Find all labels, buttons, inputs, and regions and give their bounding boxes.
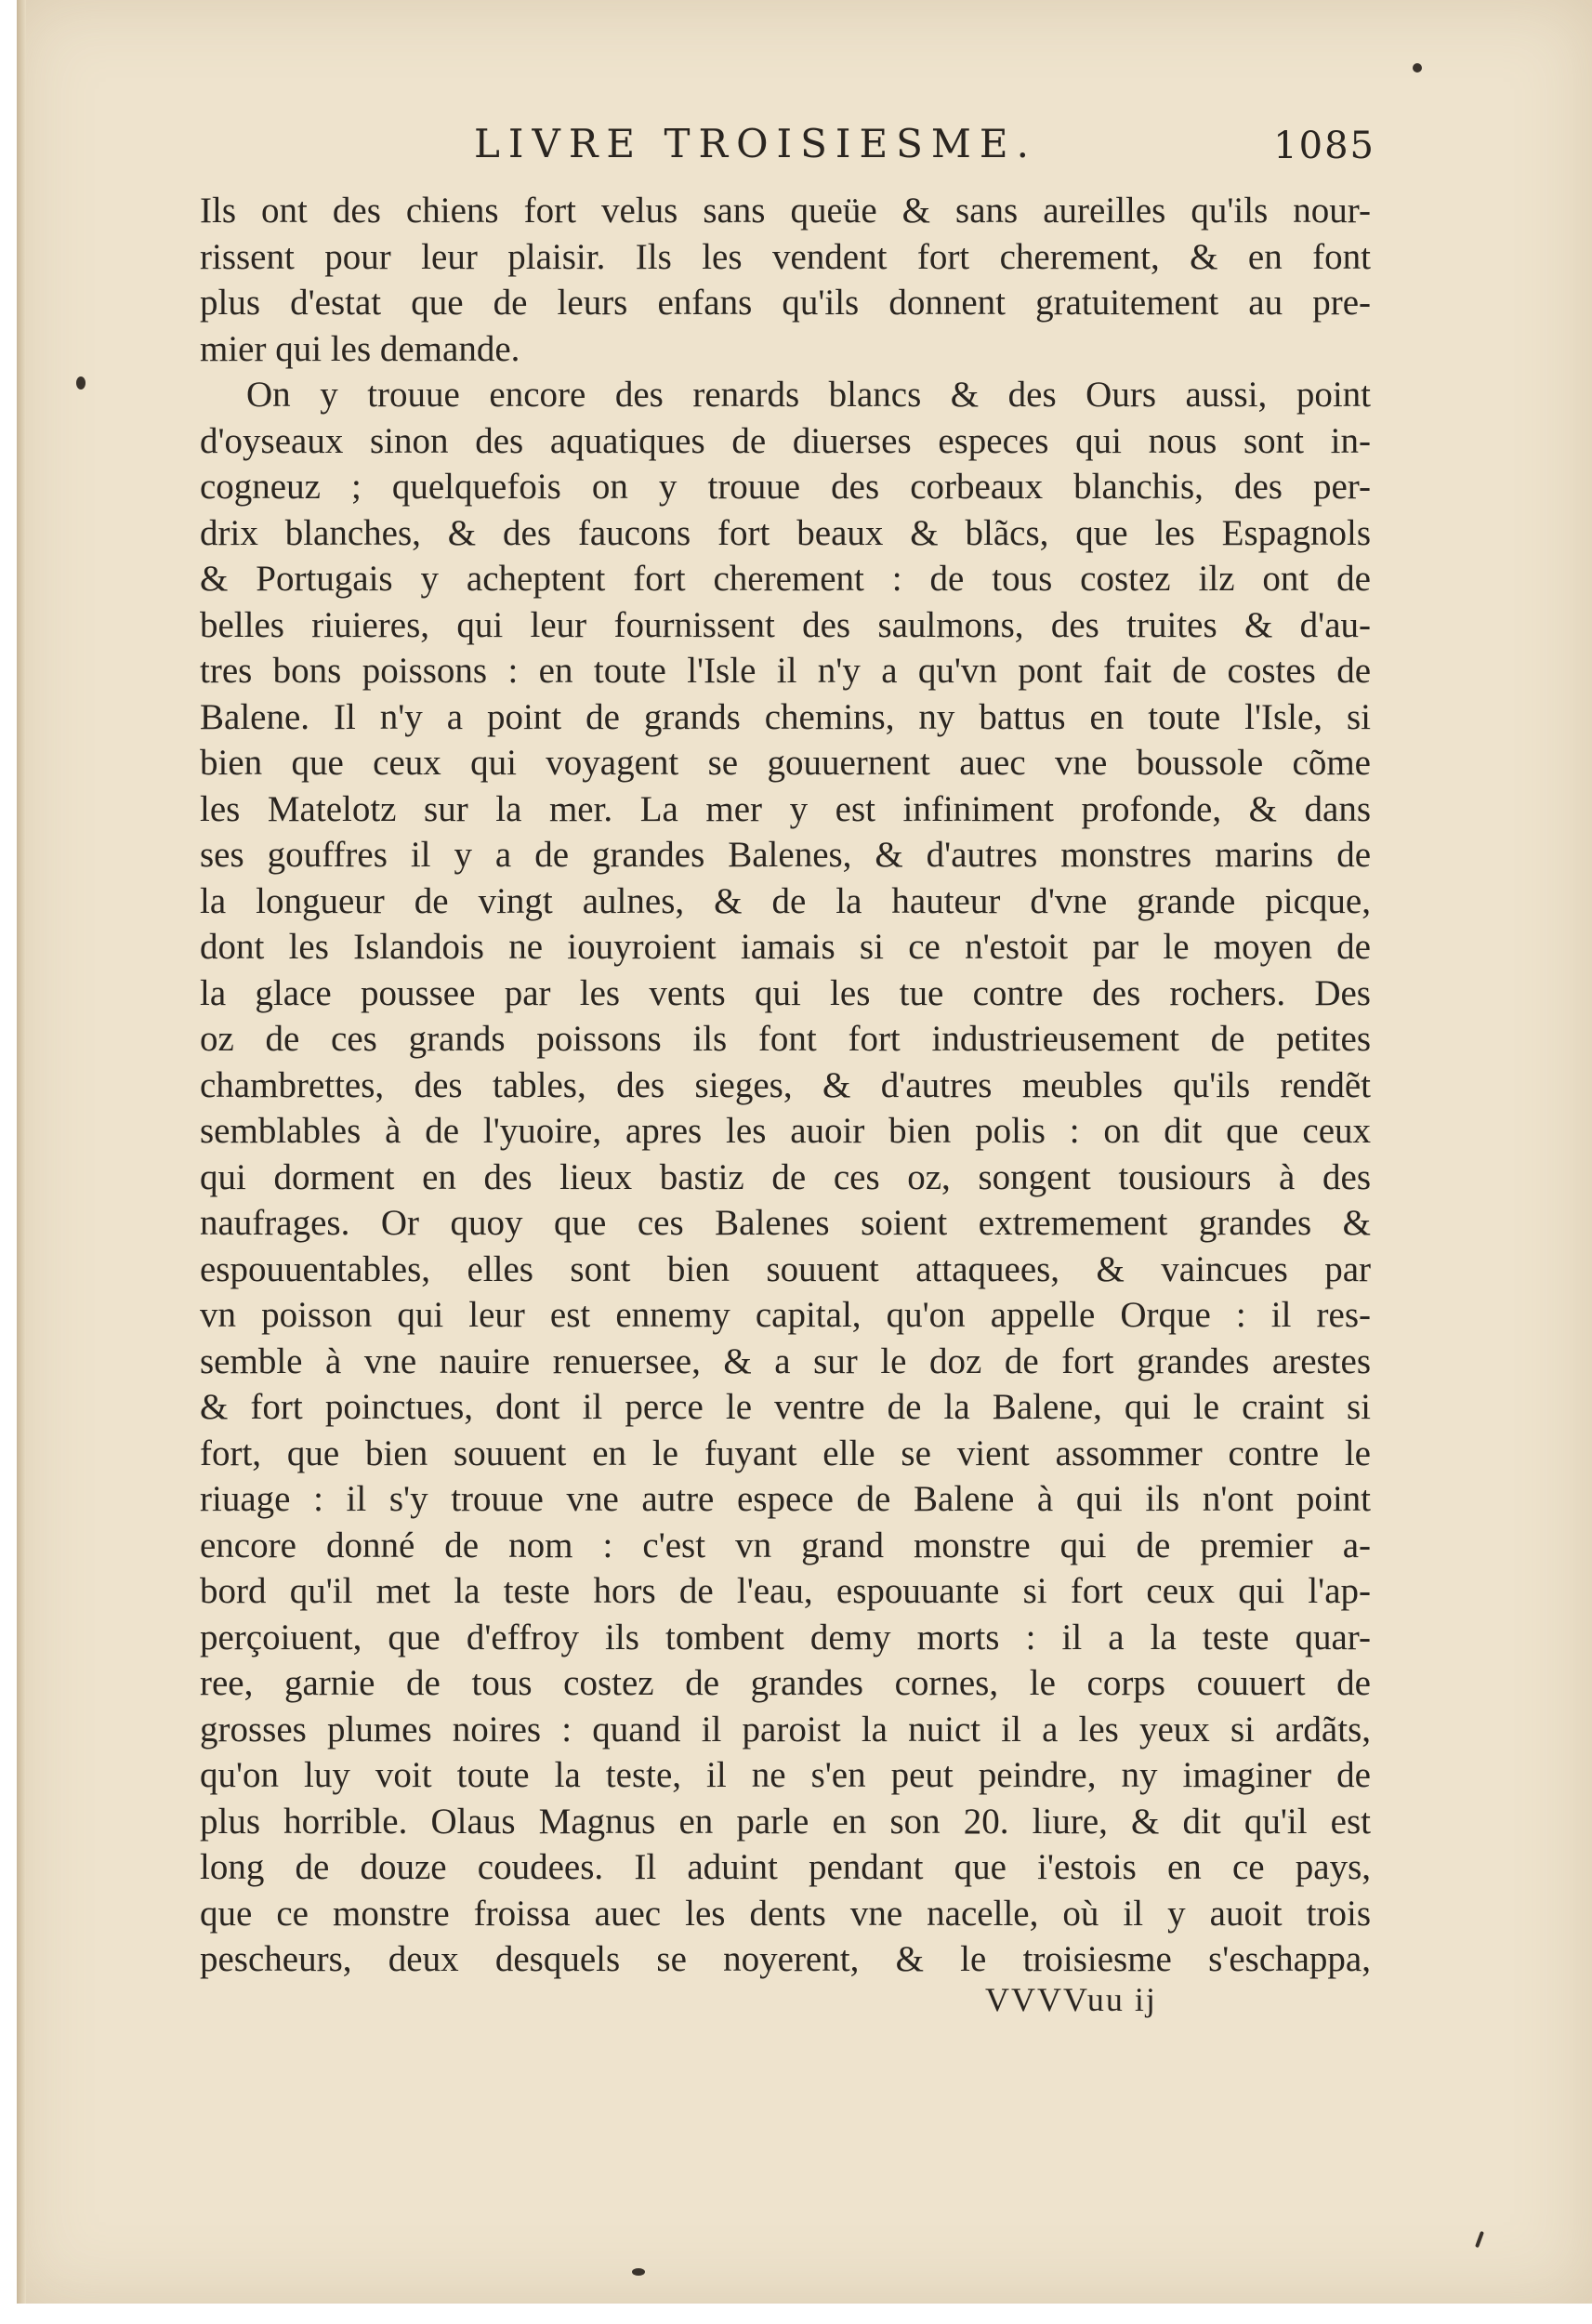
text-line: mier qui les demande. bbox=[200, 328, 520, 369]
ink-speck bbox=[76, 376, 86, 390]
text-line: ses gouffres il y a de grandes Balenes, & d'autres monstres marins de bbox=[200, 835, 1371, 875]
text-line: naufrages. Or quoy que ces Balenes soient extremement grandes & bbox=[200, 1203, 1371, 1243]
text-line: bord qu'il met la teste hors de l'eau, espouuante si fort ceux qui l'ap- bbox=[200, 1571, 1371, 1611]
text-line: tres bons poissons : en toute l'Isle il n'y a qu'vn pont fait de costes de bbox=[200, 651, 1371, 691]
text-line: dont les Islandois ne iouyroient iamais si ce n'estoit par le moyen de bbox=[200, 927, 1371, 967]
page-gutter-edge bbox=[17, 0, 26, 2304]
text-line: encore donné de nom : c'est vn grand monstre qui de premier a- bbox=[200, 1525, 1371, 1565]
text-line: qui dorment en des lieux bastiz de ces oz, songent tousiours à des bbox=[200, 1156, 1371, 1197]
text-line: plus horrible. Olaus Magnus en parle en son 20. liure, & dit qu'il est bbox=[200, 1801, 1371, 1842]
text-line: long de douze coudees. Il aduint pendant que i'estois en ce pays, bbox=[200, 1847, 1371, 1887]
ink-speck bbox=[1413, 63, 1422, 73]
text-line: rissent pour leur plaisir. Ils les vendent fort cherement, & en font bbox=[200, 236, 1371, 277]
text-line: les Matelotz sur la mer. La mer y est infiniment profonde, & dans bbox=[200, 788, 1371, 829]
text-line: pescheurs, deux desquels se noyerent, & le troisiesme s'eschappa, bbox=[200, 1939, 1371, 1979]
text-line: drix blanches, & des faucons fort beaux & blãcs, que les Espagnols bbox=[200, 512, 1371, 553]
text-line: ree, garnie de tous costez de grandes cornes, le corps couuert de bbox=[200, 1663, 1371, 1703]
text-line: bien que ceux qui voyagent se gouuernent auec vne boussole cõme bbox=[200, 743, 1371, 783]
text-line: la longueur de vingt aulnes, & de la hauteur d'vne grande picque, bbox=[200, 880, 1371, 921]
text-line: & fort poinctues, dont il perce le ventre de la Balene, qui le craint si bbox=[200, 1387, 1371, 1427]
signature-mark: VVVVuu ij bbox=[985, 1981, 1157, 2018]
text-line: riuage : il s'y trouue vne autre espece de Balene à qui ils n'ont point bbox=[200, 1479, 1371, 1519]
text-line: vn poisson qui leur est ennemy capital, qu'on appelle Orque : il res- bbox=[200, 1295, 1371, 1335]
text-line: d'oyseaux sinon des aquatiques de diuerses especes qui nous sont in- bbox=[200, 420, 1371, 461]
body-text bbox=[200, 188, 1371, 1983]
text-line: chambrettes, des tables, des sieges, & d'autres meubles qu'ils rendẽt bbox=[200, 1064, 1371, 1105]
page-header bbox=[195, 121, 1375, 177]
text-line: que ce monstre froissa auec les dents vne nacelle, où il y auoit trois bbox=[200, 1893, 1371, 1934]
text-line: qu'on luy voit toute la teste, il ne s'en peut peindre, ny imaginer de bbox=[200, 1755, 1371, 1795]
text-line: plus d'estat que de leurs enfans qu'ils donnent gratuitement au pre- bbox=[200, 283, 1371, 323]
text-line: Balene. Il n'y a point de grands chemins, ny battus en toute l'Isle, si bbox=[200, 696, 1371, 737]
text-line: cogneuz ; quelquefois on y trouue des corbeaux blanchis, des per- bbox=[200, 467, 1371, 507]
text-line: fort, que bien souuent en le fuyant elle se vient assommer contre le bbox=[200, 1433, 1371, 1473]
running-title: LIVRE TROISIESME. bbox=[474, 121, 1037, 166]
text-line: semblables à de l'yuoire, apres les auoir bien polis : on dit que ceux bbox=[200, 1111, 1371, 1151]
text-line: espouuentables, elles sont bien souuent attaquees, & vaincues par bbox=[200, 1248, 1371, 1289]
text-line: semble à vne nauire renuersee, & a sur le doz de fort grandes arestes bbox=[200, 1340, 1371, 1381]
text-line: la glace poussee par les vents qui les tue contre des rochers. Des bbox=[200, 972, 1371, 1013]
text-line: grosses plumes noires : quand il paroist la nuict il a les yeux si ardãts, bbox=[200, 1709, 1371, 1750]
text-line: belles riuieres, qui leur fournissent des saulmons, des truites & d'au- bbox=[200, 604, 1371, 645]
ink-speck bbox=[632, 2268, 645, 2276]
text-line: oz de ces grands poissons ils font fort industrieusement de petites bbox=[200, 1019, 1371, 1059]
text-line: Ils ont des chiens fort velus sans queüe & sans aureilles qu'ils nour- bbox=[200, 191, 1371, 231]
text-line: perçoiuent, que d'effroy ils tombent demy morts : il a la teste quar- bbox=[200, 1617, 1371, 1657]
text-line: On y trouue encore des renards blancs & des Ours aussi, point bbox=[246, 375, 1371, 415]
page-number: 1085 bbox=[1273, 125, 1375, 167]
text-line: & Portugais y acheptent fort cherement : de tous costez ilz ont de bbox=[200, 559, 1371, 599]
